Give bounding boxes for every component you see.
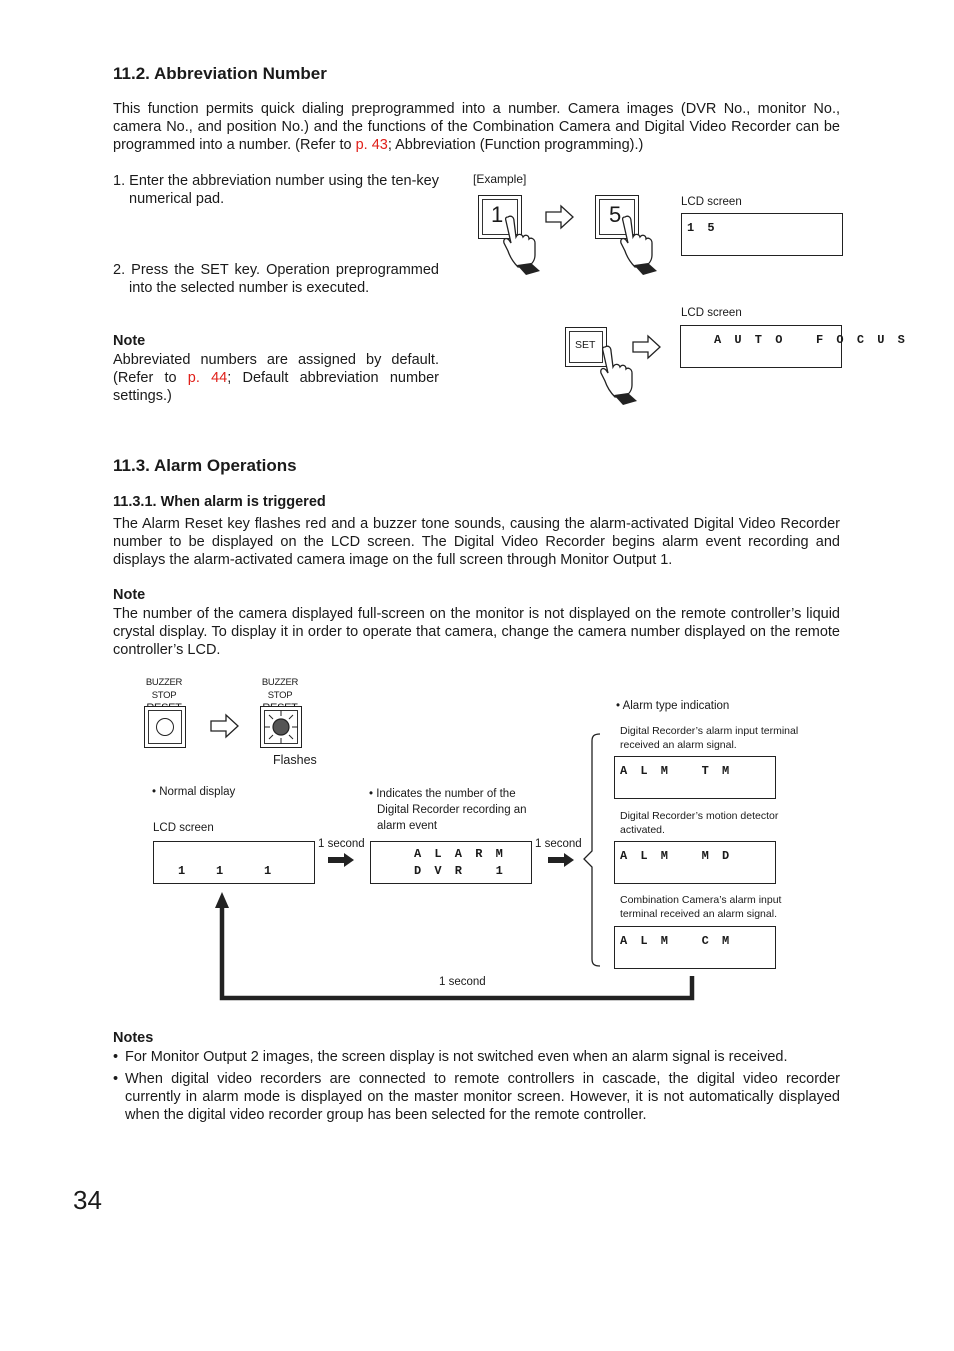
lcd-value: 1: [178, 864, 189, 878]
lcd-text: A U T O F O C U S: [714, 333, 908, 347]
flashing-indicator-icon: [261, 707, 301, 747]
alarm-type-desc: Digital Recorder’s alarm input terminal received an alarm signal.: [620, 725, 799, 751]
step-1: 1. Enter the abbreviation number using the ten-key numerical pad.: [113, 173, 439, 207]
lcd-line-2: D V R 1: [414, 864, 506, 878]
example-label: [Example]: [473, 172, 527, 186]
right-arrow-icon: [548, 853, 576, 867]
notes-title: Notes: [113, 1030, 154, 1046]
lcd-alarm-type-md: [614, 841, 776, 884]
intro-text-end: ; Abbreviation (Function programming).): [387, 137, 644, 153]
alarm-number-description: • Indicates the number of the Digital Recorder recording an alarm event: [369, 788, 527, 832]
normal-display-label: • Normal display: [152, 786, 236, 798]
lcd-screen-label: LCD screen: [153, 822, 214, 834]
right-arrow-icon: [632, 335, 662, 359]
buzzer-stop-reset-key-flashing[interactable]: [260, 706, 302, 748]
right-arrow-icon: [545, 205, 575, 229]
note-text-end: ; Default abbreviation number settings.): [113, 370, 439, 404]
abbreviation-intro: [113, 100, 840, 154]
note-body: [113, 351, 439, 405]
ten-key-5-label: 5: [609, 202, 622, 227]
right-arrow-icon: [328, 853, 356, 867]
lcd-alarm-display: [370, 841, 532, 884]
buzzer-stop-reset-key[interactable]: [144, 706, 186, 748]
intro-text: This function permits quick dialing preprogrammed into a number. Camera images (DVR No., monitor No., camera No., and position No.) and the functions of the Combination Camera and Digital Video Recorder can be programmed into a number. (Refer to: [113, 101, 840, 153]
alarm-type-desc: Digital Recorder’s motion detector activated.: [620, 810, 779, 836]
section-title-abbreviation: 11.2. Abbreviation Number: [113, 64, 327, 83]
lcd-screen-label: LCD screen: [681, 307, 742, 319]
lcd-value: 1: [264, 864, 275, 878]
note-text: Abbreviated numbers are assigned by default. (Refer to: [113, 352, 439, 386]
pressing-hand-icon: [617, 215, 662, 275]
list-item: • For Monitor Output 2 images, the screen display is not switched even when an alarm signal is received.: [113, 1048, 840, 1066]
list-item: • When digital video recorders are connected to remote controllers in cascade, the digital video recorder currently in alarm mode is displayed on the master monitor screen. However, it is not automatically displayed when the digital video recorder group has been selected for the remote controller.: [113, 1070, 840, 1124]
lcd-text: 1 5: [687, 221, 718, 235]
notes-list: [113, 1048, 840, 1128]
lcd-value: 1: [216, 864, 227, 878]
step-2: 2. Press the SET key. Operation preprogrammed into the selected number is executed.: [113, 262, 439, 296]
lcd-line-1: A L A R M: [414, 847, 506, 861]
timing-label: 1 second: [318, 838, 365, 850]
lcd-normal-display: [153, 841, 315, 884]
timing-label: 1 second: [439, 976, 486, 988]
page-44-link[interactable]: p. 44: [187, 370, 228, 386]
lcd-screen-label: LCD screen: [681, 196, 742, 208]
section-title-alarm: 11.3. Alarm Operations: [113, 456, 297, 475]
page-number: 34: [73, 1185, 102, 1215]
lcd-screen-example-1: [681, 213, 843, 256]
lcd-text: A L M T M: [620, 764, 733, 778]
note-title: Note: [113, 333, 146, 349]
note-title: Note: [113, 587, 146, 603]
set-key-label: SET: [575, 339, 596, 351]
pressing-hand-icon: [500, 215, 545, 275]
right-arrow-icon: [210, 714, 240, 738]
alarm-type-desc: Combination Camera’s alarm input terminal received an alarm signal.: [620, 894, 782, 920]
flashes-label: Flashes: [273, 753, 317, 767]
ten-key-1-label: 1: [491, 202, 504, 227]
lcd-text: A L M C M: [620, 934, 733, 948]
buzzer-label: BUZZER STOP: [261, 677, 299, 701]
alarm-note-body: The number of the camera displayed full-screen on the monitor is not displayed on the remote controller’s liquid crystal display. To display it in order to operate that camera, change the camera number displayed on the remote controller’s LCD.: [113, 606, 840, 658]
page-43-link[interactable]: p. 43: [355, 137, 388, 153]
alarm-type-heading: • Alarm type indication: [616, 700, 730, 712]
buzzer-label: BUZZER STOP: [145, 677, 183, 701]
lcd-alarm-type-tm: [614, 756, 776, 799]
alarm-body: The Alarm Reset key flashes red and a buzzer tone sounds, causing the alarm-activated Digital Video Recorder number to be displayed on the LCD screen. The Digital Video Recorder begins alarm event recording and displays the alarm-activated camera image on the full screen through Monitor Output 1.: [113, 516, 840, 568]
indicator-off-icon: [156, 718, 174, 736]
subsection-title: 11.3.1. When alarm is triggered: [113, 494, 326, 510]
lcd-screen-example-2: [680, 325, 908, 368]
lcd-text: A L M M D: [620, 849, 733, 863]
timing-label: 1 second: [535, 838, 582, 850]
